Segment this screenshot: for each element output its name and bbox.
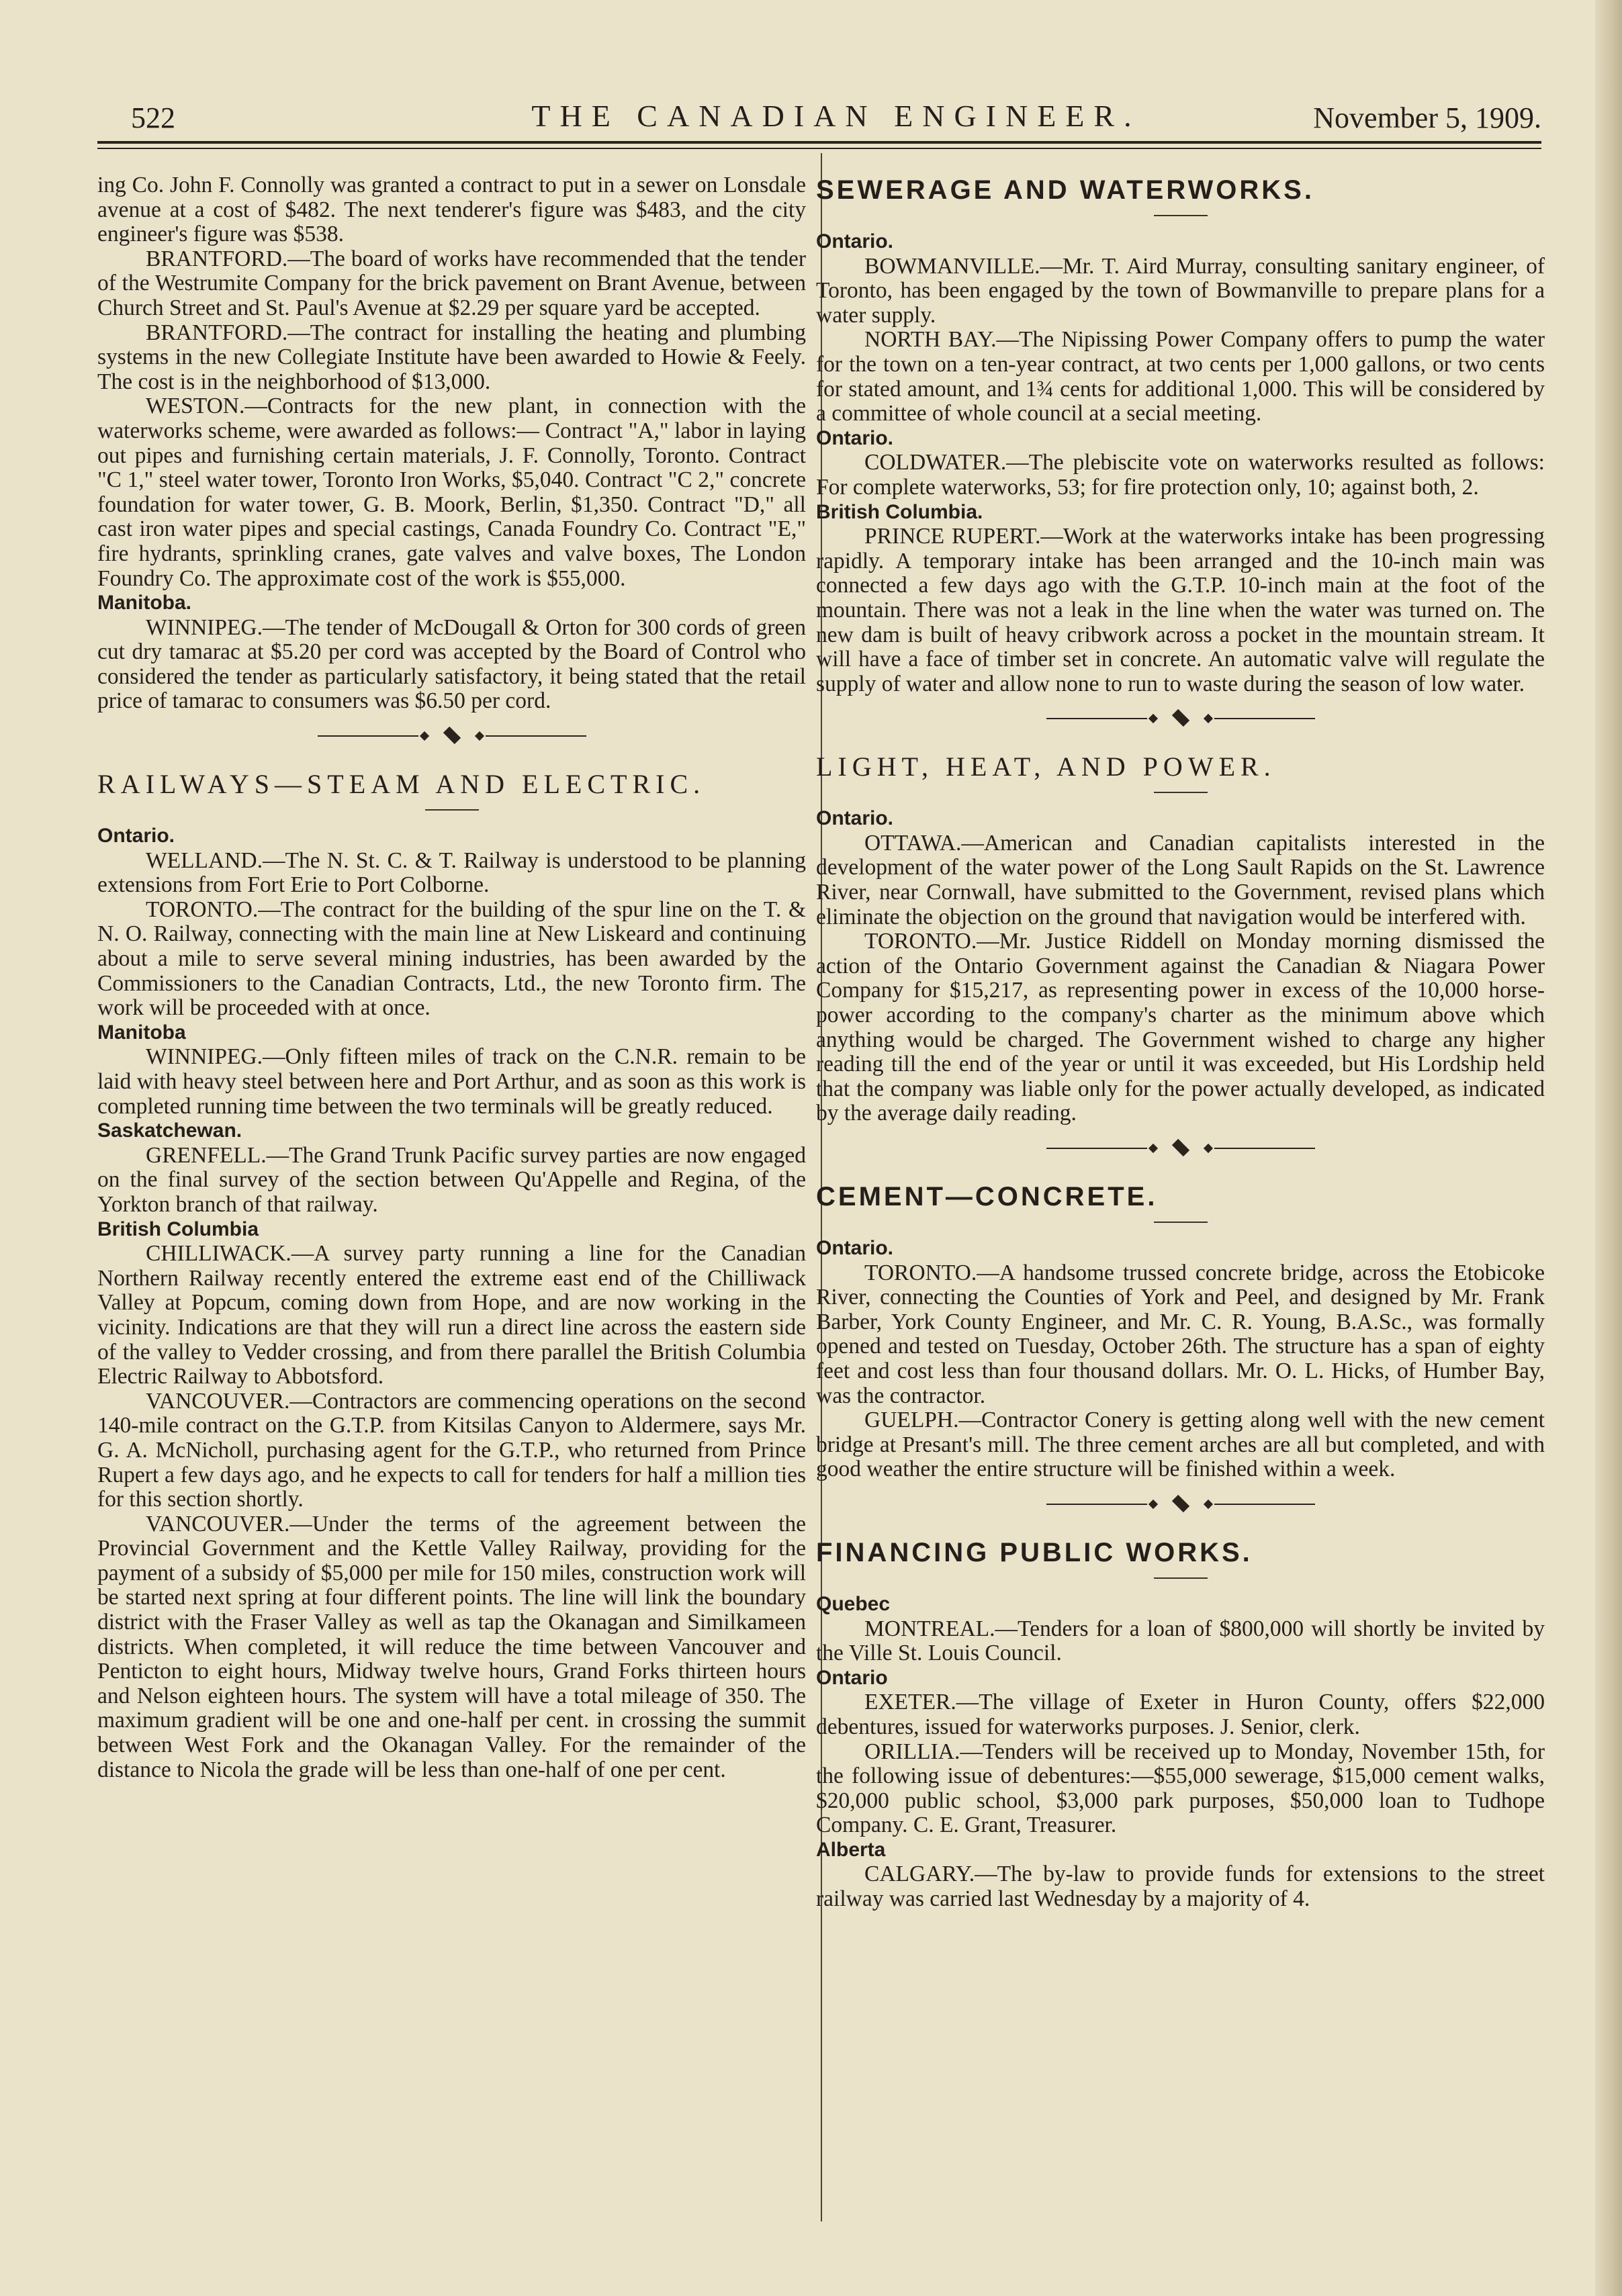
region-heading: Saskatchewan. (97, 1119, 242, 1142)
header-rule-thin (97, 148, 1541, 149)
article-paragraph: VANCOUVER.—Contractors are commencing operations on the second 140-mile contract on the G.T.P. from Kitsilas Canyon to Aldermere, says Mr. G. A. McNicholl, purchasing agent for the G.T.P., who returned from Prince Rupert a few days ago, and he expects to call for tenders for half a million ties for this section shortly. (97, 1388, 806, 1512)
header-rule (97, 141, 1541, 144)
title-rule (1154, 1577, 1208, 1579)
article-paragraph: BOWMANVILLE.—Mr. T. Aird Murray, consulting sanitary engineer, of Toronto, has been engaged by the town of Bowmanville to prepare plans for a water supply. (816, 253, 1545, 328)
region-heading: Ontario. (816, 426, 894, 449)
section-ornament (816, 1496, 1545, 1513)
article-paragraph: EXETER.—The village of Exeter in Huron County, offers $22,000 debentures, issued for waterworks purposes. J. Senior, clerk. (816, 1690, 1545, 1739)
region-heading: Ontario. (816, 807, 894, 830)
region-heading: Manitoba. (97, 592, 191, 614)
section-title-cement: CEMENT—CONCRETE. (816, 1182, 1158, 1211)
article-paragraph: CHILLIWACK.—A survey party running a line for the Canadian Northern Railway recently entered the extreme east end of the Chilliwack Valley at Popcum, coming down from Hope, and are now working in the vicinity. Indications are that they will run a direct line across the eastern side of the valley to Vedder crossing, and from there parallel the British Columbia Electric Railway to Abbotsford. (97, 1241, 806, 1389)
title-rule (1154, 215, 1208, 216)
article-paragraph: TORONTO.—A handsome trussed concrete bridge, across the Etobicoke River, connecting the Counties of York and Peel, and designed by Mr. Frank Barber, York County Engineer, and Mr. C. R. Young, B.A.Sc., was formally opened and tested on Tuesday, October 26th. The structure has a span of eighty feet and cost less than four thousand dollars. Mr. O. L. Hicks, of Humber Bay, was the contractor. (816, 1260, 1545, 1408)
article-paragraph: GRENFELL.—The Grand Trunk Pacific survey parties are now engaged on the final survey of the section between Qu'Appelle and Regina, of the Yorkton branch of that railway. (97, 1142, 806, 1217)
article-paragraph: WINNIPEG.—Only fifteen miles of track on the C.N.R. remain to be laid with heavy steel between here and Port Arthur, and as soon as this work is completed running time between the two terminals will be greatly reduced. (97, 1044, 806, 1119)
section-ornament (97, 727, 806, 745)
page-header (131, 94, 1541, 148)
region-heading: Ontario (816, 1666, 888, 1689)
region-heading: Alberta (816, 1838, 886, 1861)
article-paragraph: VANCOUVER.—Under the terms of the agreement between the Provincial Government and the Kettle Valley Railway, providing for the payment of a subsidy of $5,000 per mile for 150 miles, construction work will be started next spring at four different points. The line will link the boundary district with the Fraser Valley as well as tap the Okanagan and Similkameen districts. When completed, it will reduce the time between Vancouver and Penticton to eight hours, Midway twelve hours, Grand Forks thirteen hours and Nelson eighteen hours. The system will have a total mileage of 350. The maximum gradient will be one and one-half per cent. in crossing the summit between West Fork and the Okanagan Valley. For the remainder of the distance to Nicola the grade will be less than one-half of one per cent. (97, 1511, 806, 1782)
scan-page-edge (1595, 0, 1622, 2296)
region-heading: Ontario. (816, 1237, 894, 1259)
region-heading: British Columbia. (816, 500, 983, 523)
left-column (97, 173, 806, 1782)
article-paragraph: MONTREAL.—Tenders for a loan of $800,000 will shortly be invited by the Ville St. Louis Council. (816, 1616, 1545, 1666)
title-rule (1154, 792, 1208, 793)
article-paragraph: WELLAND.—The N. St. C. & T. Railway is understood to be planning extensions from Fort Erie to Port Colborne. (97, 847, 806, 898)
article-paragraph: ing Co. John F. Connolly was granted a contract to put in a sewer on Lonsdale avenue at a cost of $482. The next tenderer's figure was $483, and the city engineer's figure was $538. (97, 173, 806, 247)
section-title-financing: FINANCING PUBLIC WORKS. (816, 1537, 1253, 1567)
region-heading: Ontario. (816, 230, 894, 252)
region-heading: Ontario. (97, 825, 175, 847)
section-ornament (816, 710, 1545, 727)
article-paragraph: ORILLIA.—Tenders will be received up to Monday, November 15th, for the following issue of debentures:—$55,000 sewerage, $15,000 cement walks, $20,000 public school, $3,000 park purposes, $50,000 loan to Tudhope Company. C. E. Grant, Treasurer. (816, 1739, 1545, 1838)
article-paragraph: BRANTFORD.—The contract for installing the heating and plumbing systems in the new Collegiate Institute have been awarded to Howie & Feely. The cost is in the neighborhood of $13,000. (97, 320, 806, 394)
article-paragraph: TORONTO.—Mr. Justice Riddell on Monday morning dismissed the action of the Ontario Government against the Canadian & Niagara Power Company for $15,217, as representing power in excess of the 10,000 horse-power according to the company's charter as the minimum above which anything would be charged. The Government wished to charge any higher reading till the end of the year or until it was exceeded, but His Lordship held that the company was liable only for the power actually developed, as indicated by the average daily reading. (816, 929, 1545, 1126)
section-title-railways: RAILWAYS—STEAM AND ELECTRIC. (97, 769, 706, 800)
issue-date: November 5, 1909. (1313, 101, 1541, 134)
article-paragraph: WINNIPEG.—The tender of McDougall & Orton for 300 cords of green cut dry tamarac at $5.20 per cord was accepted by the Board of Control who considered the tender as particularly satisfactory, it being stated that the retail price of tamarac to consumers was $6.50 per cord. (97, 614, 806, 714)
article-paragraph: CALGARY.—The by-law to provide funds for extensions to the street railway was carried last Wednesday by a majority of 4. (816, 1862, 1545, 1912)
section-ornament (816, 1140, 1545, 1157)
right-column (816, 173, 1545, 1912)
article-paragraph: PRINCE RUPERT.—Work at the waterworks intake has been progressing rapidly. A temporary intake has been arranged and the 10-inch main was connected a few days ago with the G.T.P. 10-inch main at the foot of the mountain. There was not a leak in the line when the water was turned on. The new dam is built of heavy cribwork across a pocket in the mountain stream. It will have a face of timber set in concrete. An automatic valve will regulate the supply of water and allow none to run to waste during the season of low water. (816, 524, 1545, 696)
title-rule (1154, 1222, 1208, 1223)
article-paragraph: WESTON.—Contracts for the new plant, in connection with the waterworks scheme, were awarded as follows:— Contract "A," labor in laying out pipes and furnishing certain materials, J. F. Connolly, Toronto. Contract "C 1," steel water tower, Toronto Iron Works, $5,040. Contract "C 2," concrete foundation for water tower, G. B. Moork, Berlin, $1,350. Contract "D," all cast iron water pipes and special castings, Canada Foundry Co. Contract "E," fire hydrants, sprinkling cranes, gate valves and valve boxes, The London Foundry Co. The approximate cost of the work is $55,000. (97, 394, 806, 591)
region-heading: Manitoba (97, 1021, 186, 1044)
page-number: 522 (131, 101, 175, 134)
section-title-sewerage: SEWERAGE AND WATERWORKS. (816, 175, 1314, 205)
article-paragraph: COLDWATER.—The plebiscite vote on waterworks resulted as follows: For complete waterworks, 53; for fire protection only, 10; against both, 2. (816, 450, 1545, 500)
article-paragraph: OTTAWA.—American and Canadian capitalists interested in the development of the water power of the Long Sault Rapids on the St. Lawrence River, near Cornwall, have submitted to the Government, revised plans which eliminate the objection on the ground that navigation would be interfered with. (816, 830, 1545, 929)
article-paragraph: TORONTO.—The contract for the building of the spur line on the T. & N. O. Railway, connecting with the main line at New Liskeard and continuing about a mile to serve several mining industries, has been awarded by the Commissioners to the Canadian Contracts, Ltd., the new Toronto firm. The work will be proceeded with at once. (97, 897, 806, 1021)
title-rule (425, 809, 479, 811)
article-paragraph: NORTH BAY.—The Nipissing Power Company offers to pump the water for the town on a ten-year contract, at two cents per 1,000 gallons, or two cents for stated amount, and 1¾ cents for additional 1,000. This will be considered by a committee of whole council at a secial meeting. (816, 327, 1545, 426)
article-paragraph: GUELPH.—Contractor Conery is getting along well with the new cement bridge at Presant's mill. The three cement arches are all but completed, and with good weather the entire structure will be finished within a week. (816, 1408, 1545, 1482)
section-title-light-heat-power: LIGHT, HEAT, AND POWER. (816, 751, 1276, 782)
region-heading: Quebec (816, 1592, 891, 1615)
article-paragraph: BRANTFORD.—The board of works have recommended that the tender of the Westrumite Company for the brick pavement on Brant Avenue, between Church Street and St. Paul's Avenue at $2.29 per square yard be accepted. (97, 246, 806, 320)
masthead-title: THE CANADIAN ENGINEER. (531, 99, 1141, 133)
region-heading: British Columbia (97, 1218, 259, 1240)
